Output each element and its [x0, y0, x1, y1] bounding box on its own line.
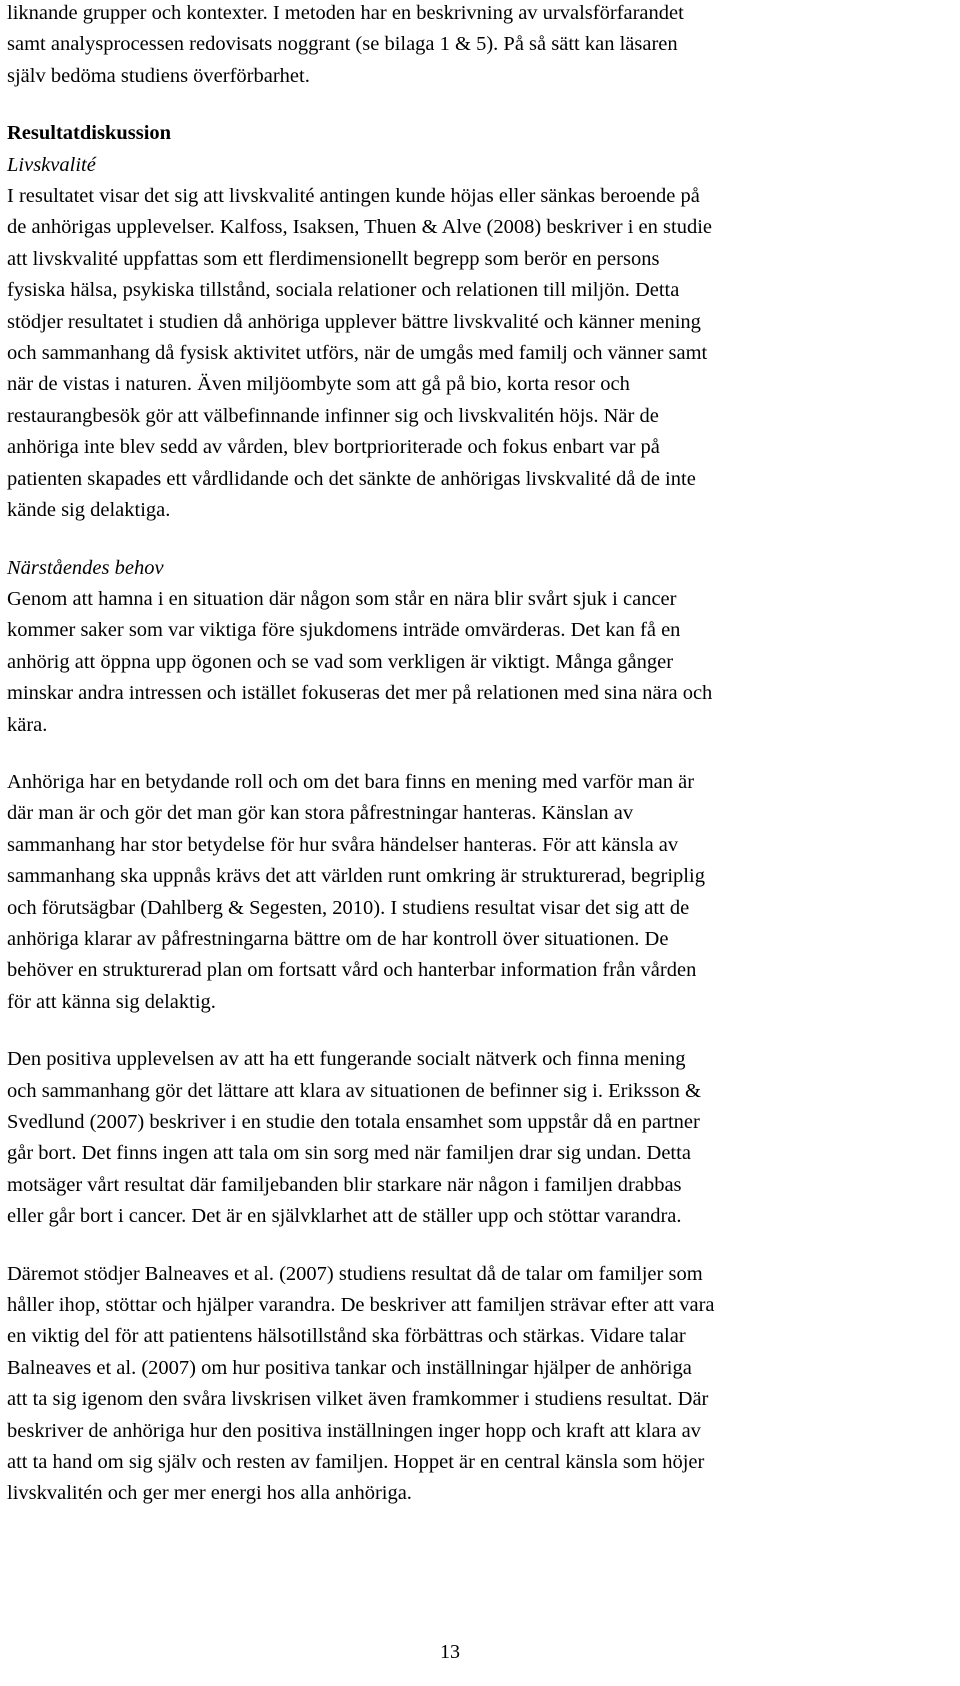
- text-line: liknande grupper och kontexter. I metoden har en beskrivning av urvalsförfarandet: [7, 2, 684, 24]
- text-line: och sammanhang då fysisk aktivitet utförs, när de umgås med familj och vänner samt: [7, 342, 708, 365]
- text-line: Anhöriga har en betydande roll och om det bara finns en mening med varför man är: [7, 770, 695, 793]
- text-line: Genom att hamna i en situation där någon som står en nära blir svårt sjuk i cancer: [7, 587, 677, 610]
- text-line: de anhörigas upplevelser. Kalfoss, Isaksen, Thuen & Alve (2008) beskriver i en studie: [7, 216, 712, 239]
- text-line: Balneaves et al. (2007) om hur positiva tankar och inställningar hjälper de anhöriga: [7, 1356, 692, 1379]
- text-line: I resultatet visar det sig att livskvalité antingen kunde höjas eller sänkas beroende på: [7, 185, 700, 208]
- text-line: själv bedöma studiens överförbarhet.: [7, 64, 310, 87]
- text-line: en viktig del för att patientens hälsotillstånd ska förbättras och stärkas. Vidare talar: [7, 1325, 686, 1348]
- intro-paragraph: [7, 0, 949, 92]
- text-line: håller ihop, stöttar och hjälper varandra. De beskriver att familjen strävar efter att vara: [7, 1294, 715, 1317]
- paragraph-anhoriga-roll: [7, 767, 949, 1018]
- text-line: restaurangbesök gör att välbefinnande infinner sig och livskvalitén höjs. När de: [7, 404, 659, 427]
- text-line: Svedlund (2007) beskriver i en studie den totala ensamhet som uppstår då en partner: [7, 1111, 700, 1133]
- text-line: kommer saker som var viktiga före sjukdomens inträde omvärderas. Det kan få en: [7, 619, 681, 642]
- text-line: går bort. Det finns ingen att tala om sin sorg med när familjen drar sig undan. Detta: [7, 1142, 691, 1165]
- text-line: stödjer resultatet i studien då anhöriga upplever bättre livskvalité och känner mening: [7, 310, 701, 333]
- text-line: fysiska hälsa, psykiska tillstånd, sociala relationer och relationen till miljön. Detta: [7, 279, 680, 302]
- text-line: beskriver de anhöriga hur den positiva inställningen inger hopp och kraft att klara av: [7, 1419, 701, 1442]
- text-line: att ta sig igenom den svåra livskrisen vilket även framkommer i studiens resultat. Där: [7, 1388, 709, 1411]
- text-line: sammanhang har stor betydelse för hur svåra händelser hanteras. För att känsla av: [7, 833, 679, 856]
- text-line: behöver en strukturerad plan om fortsatt vård och hanterbar information från vården: [7, 959, 697, 982]
- paragraph-balneaves: [7, 1259, 949, 1510]
- text-line: kände sig delaktiga.: [7, 499, 171, 522]
- text-line: att ta hand om sig själv och resten av familjen. Hoppet är en central känsla som höjer: [7, 1451, 705, 1474]
- text-line: kära.: [7, 713, 48, 736]
- text-line: och sammanhang gör det lättare att klara av situationen de befinner sig i. Eriksson &: [7, 1079, 701, 1102]
- text-line: och förutsägbar (Dahlberg & Segesten, 2010). I studiens resultat visar det sig att de: [7, 896, 690, 919]
- text-line: motsäger vårt resultat där familjebanden blir starkare när någon i familjen drabbas: [7, 1173, 682, 1196]
- text-line: Den positiva upplevelsen av att ha ett fungerande socialt nätverk och finna mening: [7, 1048, 686, 1071]
- text-line: Däremot stödjer Balneaves et al. (2007) studiens resultat då de talar om familjer som: [7, 1262, 703, 1285]
- text-line: patienten skapades ett vårdlidande och det sänkte de anhörigas livskvalité då de inte: [7, 467, 696, 490]
- text-line: när de vistas i naturen. Även miljöombyte som att gå på bio, korta resor och: [7, 373, 630, 396]
- section-heading: Resultatdiskussion: [7, 122, 172, 145]
- subheading-livskvalite: Livskvalité: [7, 153, 96, 176]
- document-page: [7, 0, 949, 1510]
- text-line: för att känna sig delaktig.: [7, 990, 216, 1013]
- text-line: anhörig att öppna upp ögonen och se vad som verkligen är viktigt. Många gånger: [7, 650, 674, 673]
- text-line: livskvalitén och ger mer energi hos alla anhöriga.: [7, 1482, 412, 1505]
- text-line: eller går bort i cancer. Det är en självklarhet att de ställer upp och stöttar varandra.: [7, 1205, 682, 1228]
- paragraph-narstaendes-behov: [7, 584, 949, 741]
- text-line: samt analysprocessen redovisats noggrant (se bilaga 1 & 5). På så sätt kan läsaren: [7, 33, 678, 56]
- paragraph-socialt-natverk: [7, 1044, 949, 1232]
- text-line: minskar andra intressen och istället fokuseras det mer på relationen med sina nära och: [7, 682, 713, 705]
- page-number: 13: [440, 1641, 460, 1663]
- text-line: sammanhang ska uppnås krävs det att världen runt omkring är strukturerad, begriplig: [7, 865, 705, 888]
- paragraph-livskvalite: [7, 181, 949, 526]
- text-line: anhöriga inte blev sedd av vården, blev bortprioriterade och fokus enbart var på: [7, 436, 660, 459]
- text-line: där man är och gör det man gör kan stora påfrestningar hanteras. Känslan av: [7, 802, 634, 825]
- text-line: att livskvalité uppfattas som ett flerdimensionellt begrepp som berör en persons: [7, 247, 660, 270]
- subheading-narstaendes-behov: Närståendes behov: [7, 556, 164, 579]
- text-line: anhöriga klarar av påfrestningarna bättre om de har kontroll över situationen. De: [7, 927, 669, 950]
